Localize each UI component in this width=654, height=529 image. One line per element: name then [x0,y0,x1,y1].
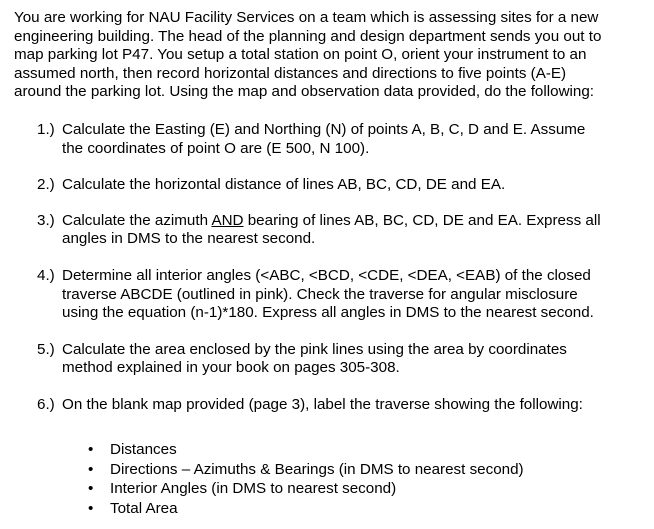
underlined-emphasis: AND [211,211,244,229]
task-text-line: On the blank map provided (page 3), label the traverse showing the following: [62,395,583,413]
task-text-segment: Calculate the azimuth [62,211,212,229]
intro-line: You are working for NAU Facility Services on a team which is assessing sites for a new [14,9,599,26]
bullet-icon: • [88,500,94,518]
bullet-text: Total Area [110,500,178,518]
task-text-line: using the equation (n-1)*180. Express all angles in DMS to the nearest second. [62,304,594,322]
bullet-item [88,460,524,480]
intro-line: around the parking lot. Using the map and observation data provided, do the following: [14,83,595,101]
label-requirements-list [88,440,524,519]
bullet-icon: • [88,441,94,458]
intro-line: engineering building. The head of the planning and design department sends you out to [14,27,602,45]
task-text-line: angles in DMS to the nearest second. [62,230,316,248]
task-item-5 [37,341,647,378]
intro-line: map parking lot P47. You setup a total station on point O, orient your instrument to an [14,46,587,64]
task-number: 4.) [37,266,55,284]
task-text-line: method explained in your book on pages 305-308. [62,359,400,377]
task-list [37,121,647,415]
task-number: 1.) [37,121,55,138]
intro-paragraph [14,9,644,102]
bullet-item [88,499,524,519]
task-text-line: Determine all interior angles (<ABC, <BCD, <CDE, <DEA, <EAB) of the closed [62,266,591,284]
task-item-4 [37,267,647,323]
task-item-1 [37,121,647,158]
task-item-2 [37,176,647,195]
task-text-line: Calculate the Easting (E) and Northing (N) of points A, B, C, D and E. Assume [62,121,586,138]
bullet-item [88,440,524,460]
task-text-line [62,212,647,231]
task-text-line: Calculate the horizontal distance of lines AB, BC, CD, DE and EA. [62,176,506,194]
bullet-text: Interior Angles (in DMS to nearest second) [110,480,397,498]
bullet-text: Directions – Azimuths & Bearings (in DMS to nearest second) [110,460,524,478]
task-number: 3.) [37,211,55,229]
intro-line: assumed north, then record horizontal distances and directions to five points (A-E) [14,64,567,82]
task-number: 6.) [37,395,55,413]
task-text-segment: bearing of lines AB, BC, CD, DE and EA. Express all [243,211,601,229]
task-number: 2.) [37,176,55,194]
task-text-line: traverse ABCDE (outlined in pink). Check the traverse for angular misclosure [62,285,578,303]
task-item-6 [37,396,647,415]
bullet-icon: • [88,480,94,498]
bullet-text: Distances [110,441,177,458]
task-text-line: the coordinates of point O are (E 500, N 100). [62,139,370,157]
task-item-3 [37,212,647,249]
bullet-icon: • [88,460,94,478]
bullet-item [88,479,524,499]
task-text-line: Calculate the area enclosed by the pink lines using the area by coordinates [62,340,567,358]
task-number: 5.) [37,340,55,358]
